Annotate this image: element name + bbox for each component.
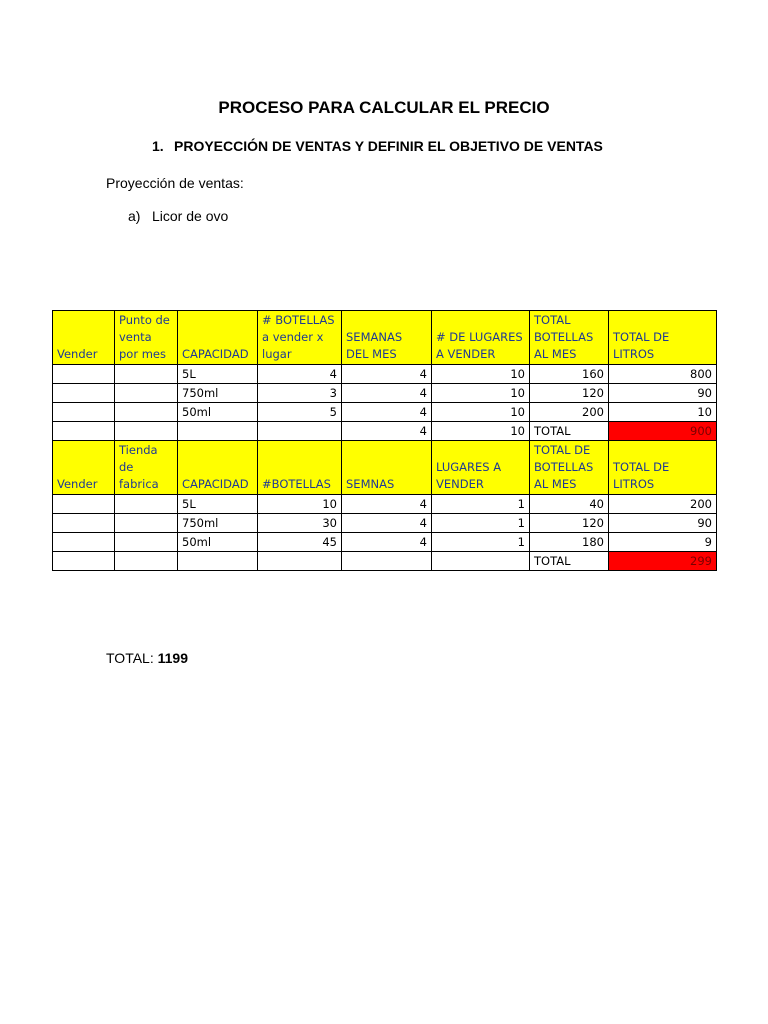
table-cell: 5L bbox=[178, 495, 258, 514]
total-liters-cell: 900 bbox=[609, 422, 717, 441]
subitem-text: Licor de ovo bbox=[152, 208, 229, 224]
table-cell: 3 bbox=[258, 384, 342, 403]
table-cell: 10 bbox=[258, 495, 342, 514]
table-row bbox=[53, 514, 717, 533]
header-cell: Punto de venta por mes bbox=[115, 311, 178, 365]
table-cell bbox=[178, 552, 258, 571]
header-cell: Tienda de fabrica bbox=[115, 441, 178, 495]
table-cell: 1 bbox=[432, 533, 530, 552]
table-row bbox=[53, 495, 717, 514]
table-cell: 50ml bbox=[178, 533, 258, 552]
table-row bbox=[53, 533, 717, 552]
section-title: PROYECCIÓN DE VENTAS Y DEFINIR EL OBJETIVO DE VENTAS bbox=[174, 138, 603, 154]
table-cell: 5 bbox=[258, 403, 342, 422]
table-cell: 9 bbox=[609, 533, 717, 552]
table-cell: 45 bbox=[258, 533, 342, 552]
table-cell: 180 bbox=[530, 533, 609, 552]
table-cell: 10 bbox=[609, 403, 717, 422]
grand-total-value: 1199 bbox=[157, 650, 188, 666]
grand-total bbox=[106, 650, 188, 666]
header-cell: Vender bbox=[53, 441, 115, 495]
header-cell: # DE LUGARES A VENDER bbox=[432, 311, 530, 365]
table-cell: 10 bbox=[432, 403, 530, 422]
table-cell bbox=[115, 384, 178, 403]
header-cell: # BOTELLAS a vender x lugar bbox=[258, 311, 342, 365]
intro-text: Proyección de ventas: bbox=[106, 175, 244, 191]
table-cell bbox=[53, 552, 115, 571]
table-cell bbox=[53, 403, 115, 422]
total-liters-cell: 299 bbox=[609, 552, 717, 571]
table-cell: 4 bbox=[342, 403, 432, 422]
table-cell bbox=[115, 365, 178, 384]
table-cell bbox=[53, 495, 115, 514]
table-cell bbox=[115, 533, 178, 552]
table-cell bbox=[115, 514, 178, 533]
table-cell bbox=[53, 514, 115, 533]
header-cell: Vender bbox=[53, 311, 115, 365]
table-cell: 750ml bbox=[178, 384, 258, 403]
header-cell: TOTAL DE BOTELLAS AL MES bbox=[530, 441, 609, 495]
table-row bbox=[53, 384, 717, 403]
total-label-cell: TOTAL bbox=[530, 552, 609, 571]
section-number: 1. bbox=[152, 138, 164, 154]
section-heading bbox=[152, 138, 603, 154]
table-cell bbox=[53, 422, 115, 441]
header-cell: TOTAL DE LITROS bbox=[609, 441, 717, 495]
table-cell: 4 bbox=[342, 384, 432, 403]
table-cell: 10 bbox=[432, 422, 530, 441]
table-cell: 4 bbox=[342, 514, 432, 533]
table-cell: 90 bbox=[609, 384, 717, 403]
header-cell: TOTAL DE LITROS bbox=[609, 311, 717, 365]
table-cell: 40 bbox=[530, 495, 609, 514]
table-cell bbox=[258, 552, 342, 571]
subitem bbox=[128, 208, 228, 224]
total-label-cell: TOTAL bbox=[530, 422, 609, 441]
table-cell: 120 bbox=[530, 514, 609, 533]
table-cell: 4 bbox=[342, 533, 432, 552]
table-cell bbox=[53, 365, 115, 384]
table2-total-row bbox=[53, 552, 717, 571]
sales-projection-table bbox=[52, 310, 717, 571]
table-cell: 50ml bbox=[178, 403, 258, 422]
table2-header-row bbox=[53, 441, 717, 495]
subitem-letter: a) bbox=[128, 208, 141, 224]
table-cell: 1 bbox=[432, 514, 530, 533]
table-cell bbox=[432, 552, 530, 571]
table1-header-row bbox=[53, 311, 717, 365]
table-row bbox=[53, 365, 717, 384]
table-cell: 800 bbox=[609, 365, 717, 384]
header-cell: SEMANAS DEL MES bbox=[342, 311, 432, 365]
header-cell: CAPACIDAD bbox=[178, 441, 258, 495]
table-cell bbox=[115, 552, 178, 571]
document-title: PROCESO PARA CALCULAR EL PRECIO bbox=[218, 98, 550, 117]
grand-total-label: TOTAL: bbox=[106, 650, 154, 666]
header-cell: CAPACIDAD bbox=[178, 311, 258, 365]
table1-total-row bbox=[53, 422, 717, 441]
table-cell bbox=[178, 422, 258, 441]
table-cell: 10 bbox=[432, 365, 530, 384]
table-cell bbox=[258, 422, 342, 441]
header-cell: SEMNAS bbox=[342, 441, 432, 495]
header-cell: LUGARES A VENDER bbox=[432, 441, 530, 495]
table-cell: 200 bbox=[530, 403, 609, 422]
table-row bbox=[53, 403, 717, 422]
table-cell: 120 bbox=[530, 384, 609, 403]
table-cell: 4 bbox=[342, 422, 432, 441]
table-cell: 4 bbox=[342, 365, 432, 384]
table-cell bbox=[115, 495, 178, 514]
table-cell: 4 bbox=[342, 495, 432, 514]
table-cell: 5L bbox=[178, 365, 258, 384]
table-cell bbox=[115, 403, 178, 422]
table-cell: 90 bbox=[609, 514, 717, 533]
table-cell: 200 bbox=[609, 495, 717, 514]
header-cell: #BOTELLAS bbox=[258, 441, 342, 495]
table-cell: 30 bbox=[258, 514, 342, 533]
table-cell bbox=[342, 552, 432, 571]
table-cell: 4 bbox=[258, 365, 342, 384]
table-cell: 1 bbox=[432, 495, 530, 514]
table-cell: 10 bbox=[432, 384, 530, 403]
table-cell: 750ml bbox=[178, 514, 258, 533]
header-cell: TOTAL BOTELLAS AL MES bbox=[530, 311, 609, 365]
table-cell bbox=[115, 422, 178, 441]
table-cell: 160 bbox=[530, 365, 609, 384]
table-cell bbox=[53, 533, 115, 552]
table-cell bbox=[53, 384, 115, 403]
